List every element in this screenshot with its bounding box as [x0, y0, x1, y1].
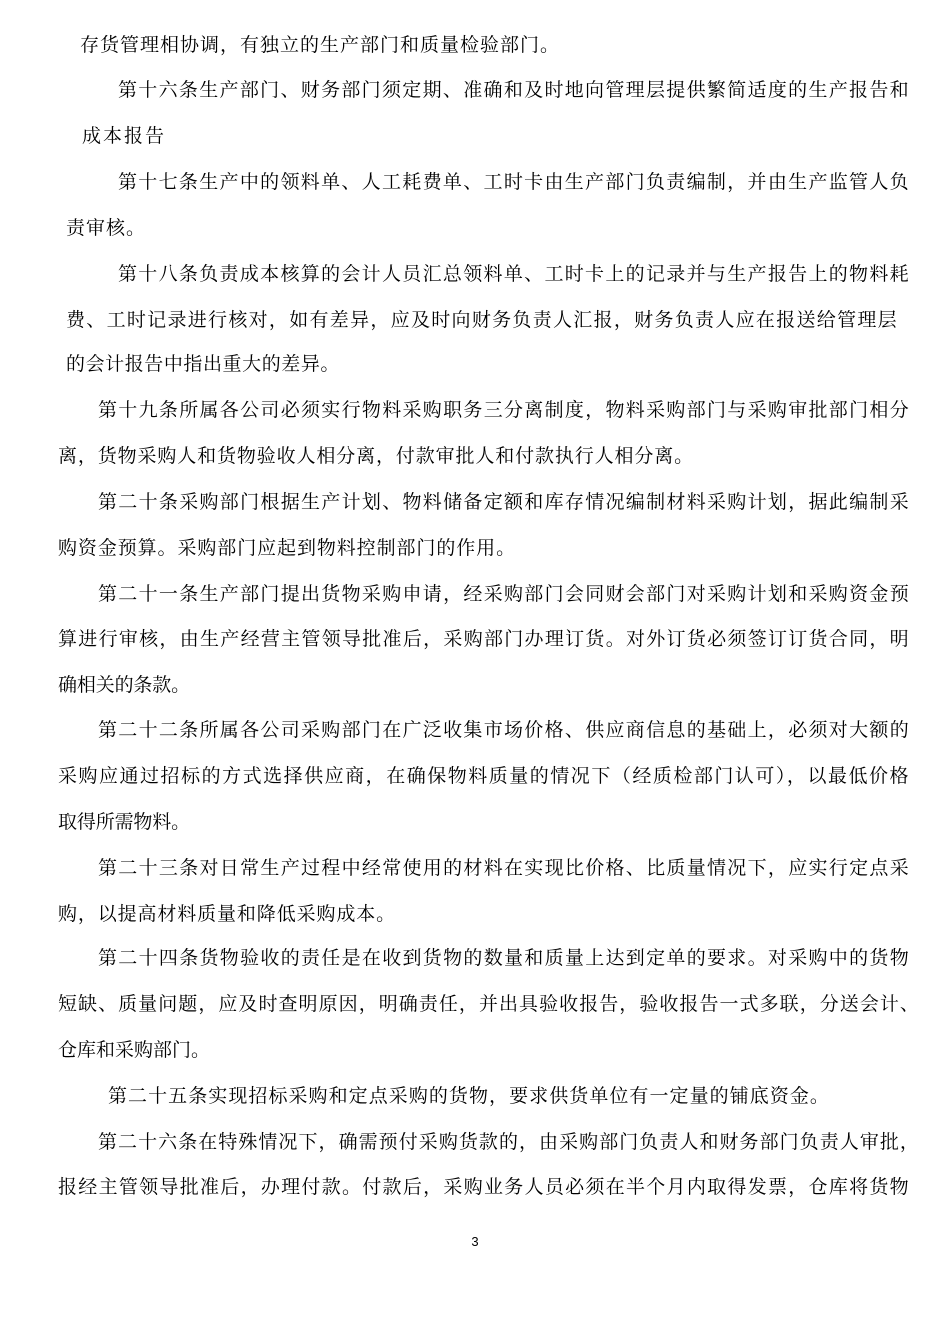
text-line: 离，货物采购人和货物验收人相分离，付款审批人和付款执行人相分离。	[58, 445, 695, 467]
text-line: 报经主管领导批准后，办理付款。付款后，采购业务人员必须在半个月内取得发票，仓库将货物	[58, 1176, 910, 1198]
text-line: 采购应通过招标的方式选择供应商，在确保物料质量的情况下（经质检部门认可），以最低价格	[58, 765, 911, 787]
text-line: 第二十三条对日常生产过程中经常使用的材料在实现比价格、比质量情况下，应实行定点采	[98, 857, 911, 879]
text-line: 第二十四条货物验收的责任是在收到货物的数量和质量上达到定单的要求。对采购中的货物	[98, 947, 911, 969]
text-line: 费、工时记录进行核对，如有差异，应及时向财务负责人汇报，财务负责人应在报送给管理层	[66, 309, 898, 331]
text-line: 仓库和采购部门。	[58, 1039, 210, 1061]
text-line: 第二十二条所属各公司采购部门在广泛收集市场价格、供应商信息的基础上，必须对大额的	[98, 719, 911, 741]
text-line: 第二十条采购部门根据生产计划、物料储备定额和库存情况编制材料采购计划，据此编制采	[98, 491, 911, 513]
text-line: 第十九条所属各公司必须实行物料采购职务三分离制度，物料采购部门与采购审批部门相分	[98, 399, 911, 421]
text-line: 责审核。	[66, 217, 146, 239]
text-line: 第十六条生产部门、财务部门须定期、准确和及时地向管理层提供繁简适度的生产报告和	[118, 79, 910, 101]
text-line: 第二十六条在特殊情况下，确需预付采购货款的，由采购部门负责人和财务部门负责人审批，	[98, 1131, 920, 1153]
text-line: 购资金预算。采购部门应起到物料控制部门的作用。	[58, 537, 516, 559]
text-line: 取得所需物料。	[58, 811, 190, 833]
text-line: 第十八条负责成本核算的会计人员汇总领料单、工时卡上的记录并与生产报告上的物料耗	[118, 263, 910, 285]
text-line: 购，以提高材料质量和降低采购成本。	[58, 903, 396, 925]
text-line: 的会计报告中指出重大的差异。	[66, 353, 340, 375]
text-line: 第二十一条生产部门提出货物采购申请，经采购部门会同财会部门对采购计划和采购资金预	[98, 583, 911, 605]
text-line: 第十七条生产中的领料单、人工耗费单、工时卡由生产部门负责编制，并由生产监管人负	[118, 171, 910, 193]
text-line: 存货管理相协调，有独立的生产部门和质量检验部门。	[80, 34, 560, 56]
text-line: 确相关的条款。	[58, 674, 190, 696]
text-line: 第二十五条实现招标采购和定点采购的货物，要求供货单位有一定量的铺底资金。	[108, 1085, 830, 1107]
page-number: 3	[471, 1234, 479, 1249]
text-line: 短缺、质量问题，应及时查明原因，明确责任，并出具验收报告，验收报告一式多联，分送会计、	[58, 993, 920, 1015]
text-line: 成本报告	[82, 125, 166, 147]
text-line: 算进行审核，由生产经营主管领导批准后，采购部门办理订货。对外订货必须签订订货合同，明	[58, 628, 910, 650]
